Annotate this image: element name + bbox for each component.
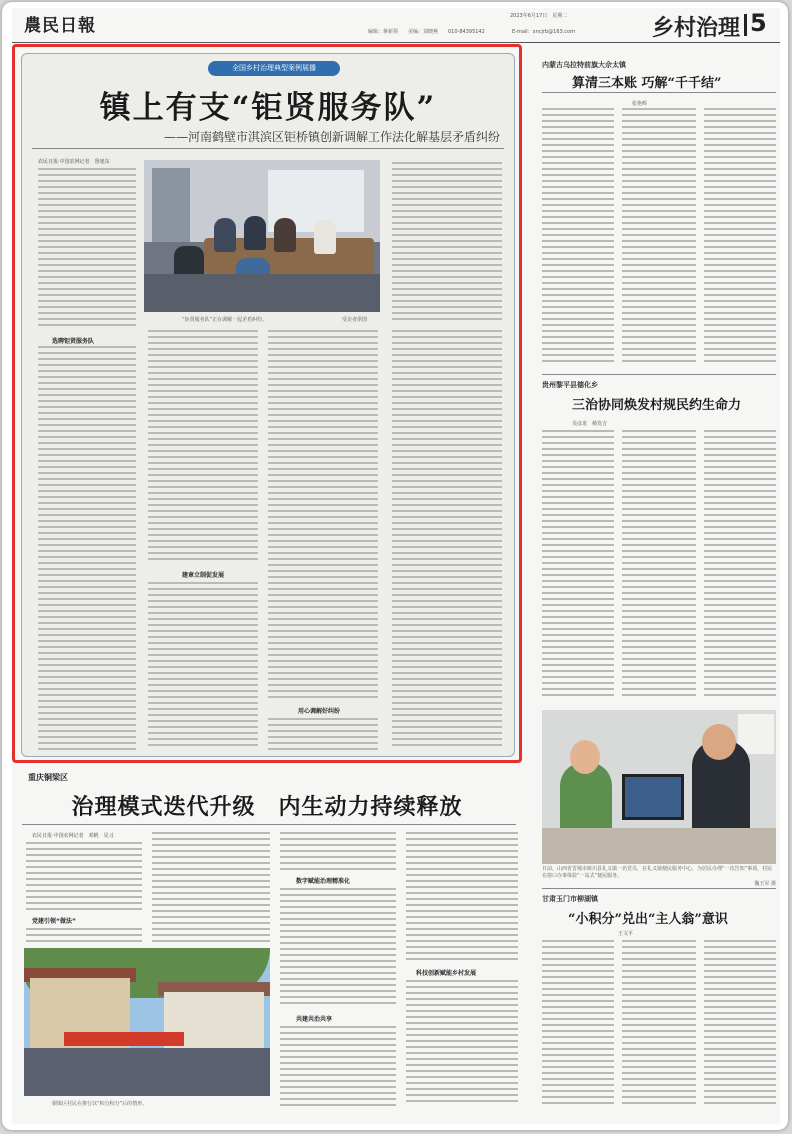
article-byline: 吴彦龙 杨发吉 bbox=[572, 421, 608, 427]
article-text bbox=[280, 1026, 396, 1106]
desk bbox=[542, 828, 776, 864]
person bbox=[214, 218, 236, 252]
article-text bbox=[622, 108, 696, 364]
photo-caption: “钜贤服务队”正在调解一起矛盾纠纷。 bbox=[182, 317, 268, 323]
article-text bbox=[704, 108, 776, 364]
service-photo bbox=[542, 710, 776, 864]
article-kicker: 内蒙古乌拉特前旗大佘太镇 bbox=[542, 61, 626, 69]
dateline: 2023年6月17日 星期二 bbox=[510, 13, 568, 19]
article-text bbox=[152, 832, 270, 942]
rule bbox=[542, 374, 776, 375]
person-face bbox=[702, 724, 736, 760]
photo-floor bbox=[144, 274, 380, 312]
article-headline: 三治协同焕发村规民约生命力 bbox=[572, 398, 742, 413]
series-badge: 全国乡村治理典型案例展播 bbox=[208, 61, 340, 76]
article-text bbox=[148, 582, 258, 750]
person bbox=[274, 218, 296, 252]
email: E-mail：xncjrb@163.com bbox=[512, 29, 575, 35]
caption-text: 日前，山西省晋城市陵川县礼义镇一名党员，在礼义镇便民服务中心，为居民办理“一次告知”事项，村民在窗口办事体验“一站式”便民服务。 bbox=[542, 866, 773, 879]
subheading: 党建引领“做法” bbox=[32, 918, 76, 925]
photo-caption: 铜梁区村民在推行以“积分积分”后的情形。 bbox=[52, 1101, 148, 1107]
photo-door bbox=[152, 168, 190, 242]
article-headline: 算清三本账 巧解“千千结” bbox=[572, 76, 722, 91]
bottom-byline: 农民日报·中国农网记者 邓帆 见习 bbox=[32, 833, 114, 839]
article-text bbox=[542, 430, 614, 700]
article-text bbox=[392, 162, 502, 322]
subheading: 建章立制促发展 bbox=[182, 572, 225, 579]
article-text bbox=[26, 842, 142, 912]
article-kicker: 贵州黎平县德化乡 bbox=[542, 381, 598, 389]
article-byline: 王文平 bbox=[618, 931, 634, 937]
article-text bbox=[268, 718, 378, 750]
crowd bbox=[24, 1048, 270, 1096]
article-byline: 张艳辉 bbox=[632, 101, 648, 107]
article-text bbox=[406, 980, 518, 1106]
article-text bbox=[148, 330, 258, 564]
highlighted-article[interactable] bbox=[12, 44, 522, 763]
article-text bbox=[26, 928, 142, 944]
newspaper-page bbox=[12, 8, 780, 1124]
person bbox=[314, 220, 336, 254]
bottom-headline: 治理模式迭代升级 内生动力持续释放 bbox=[71, 794, 463, 820]
main-headline: 镇上有支“钜贤服务队” bbox=[99, 90, 437, 126]
page-number: 5 bbox=[750, 9, 767, 37]
article-text bbox=[280, 888, 396, 1008]
masthead bbox=[12, 8, 780, 43]
photo-credit: 受访者供图 bbox=[342, 317, 368, 323]
article-text bbox=[280, 832, 396, 872]
person-face bbox=[570, 740, 600, 774]
article-text bbox=[38, 346, 136, 750]
article-text bbox=[542, 108, 614, 364]
main-subheadline: ——河南鹤壁市淇滨区钜桥镇创新调解工作法化解基层矛盾纠纷 bbox=[163, 130, 500, 144]
person bbox=[244, 216, 266, 250]
article-text bbox=[268, 330, 378, 700]
subheading: 选聘钜贤服务队 bbox=[52, 338, 95, 345]
article-text bbox=[622, 940, 696, 1108]
article-text bbox=[704, 940, 776, 1108]
article-text bbox=[392, 330, 502, 750]
village-photo bbox=[24, 948, 270, 1096]
section-divider bbox=[744, 14, 747, 36]
photo-credit: 魏玉军 摄 bbox=[754, 881, 776, 887]
article-text bbox=[406, 832, 518, 962]
article-text bbox=[542, 940, 614, 1108]
article-kicker: 重庆铜梁区 bbox=[28, 773, 68, 782]
article-kicker: 甘肃玉门市柳湖镇 bbox=[542, 895, 598, 903]
editor-info: 编辑：蒋新领 美编：刘晓燕 010-84395142 bbox=[368, 29, 485, 35]
rule bbox=[542, 888, 776, 889]
headline-rule bbox=[32, 148, 504, 149]
meeting-photo bbox=[144, 160, 380, 312]
article-text bbox=[704, 430, 776, 700]
main-article bbox=[21, 53, 515, 757]
photo-caption bbox=[542, 866, 776, 887]
rule bbox=[542, 92, 776, 93]
red-banner bbox=[64, 1032, 184, 1046]
headline-rule bbox=[22, 824, 516, 825]
article-text bbox=[622, 430, 696, 700]
page-frame bbox=[2, 2, 788, 1130]
article-text bbox=[38, 168, 136, 328]
subheading: 科技创新赋能乡村发展 bbox=[416, 970, 477, 977]
subheading: 用心调解好纠纷 bbox=[298, 708, 341, 715]
subheading: 数字赋能治理精准化 bbox=[296, 878, 351, 885]
subheading: 共建共治共享 bbox=[296, 1016, 333, 1023]
article-headline: “小积分”兑出“主人翁”意识 bbox=[568, 912, 728, 927]
section-title: 乡村治理 bbox=[652, 16, 741, 41]
main-byline: 农民日报·中国农网记者 鲁旭东 bbox=[38, 159, 110, 165]
paper-name: 農民日報 bbox=[24, 16, 96, 36]
computer-monitor bbox=[622, 774, 684, 820]
